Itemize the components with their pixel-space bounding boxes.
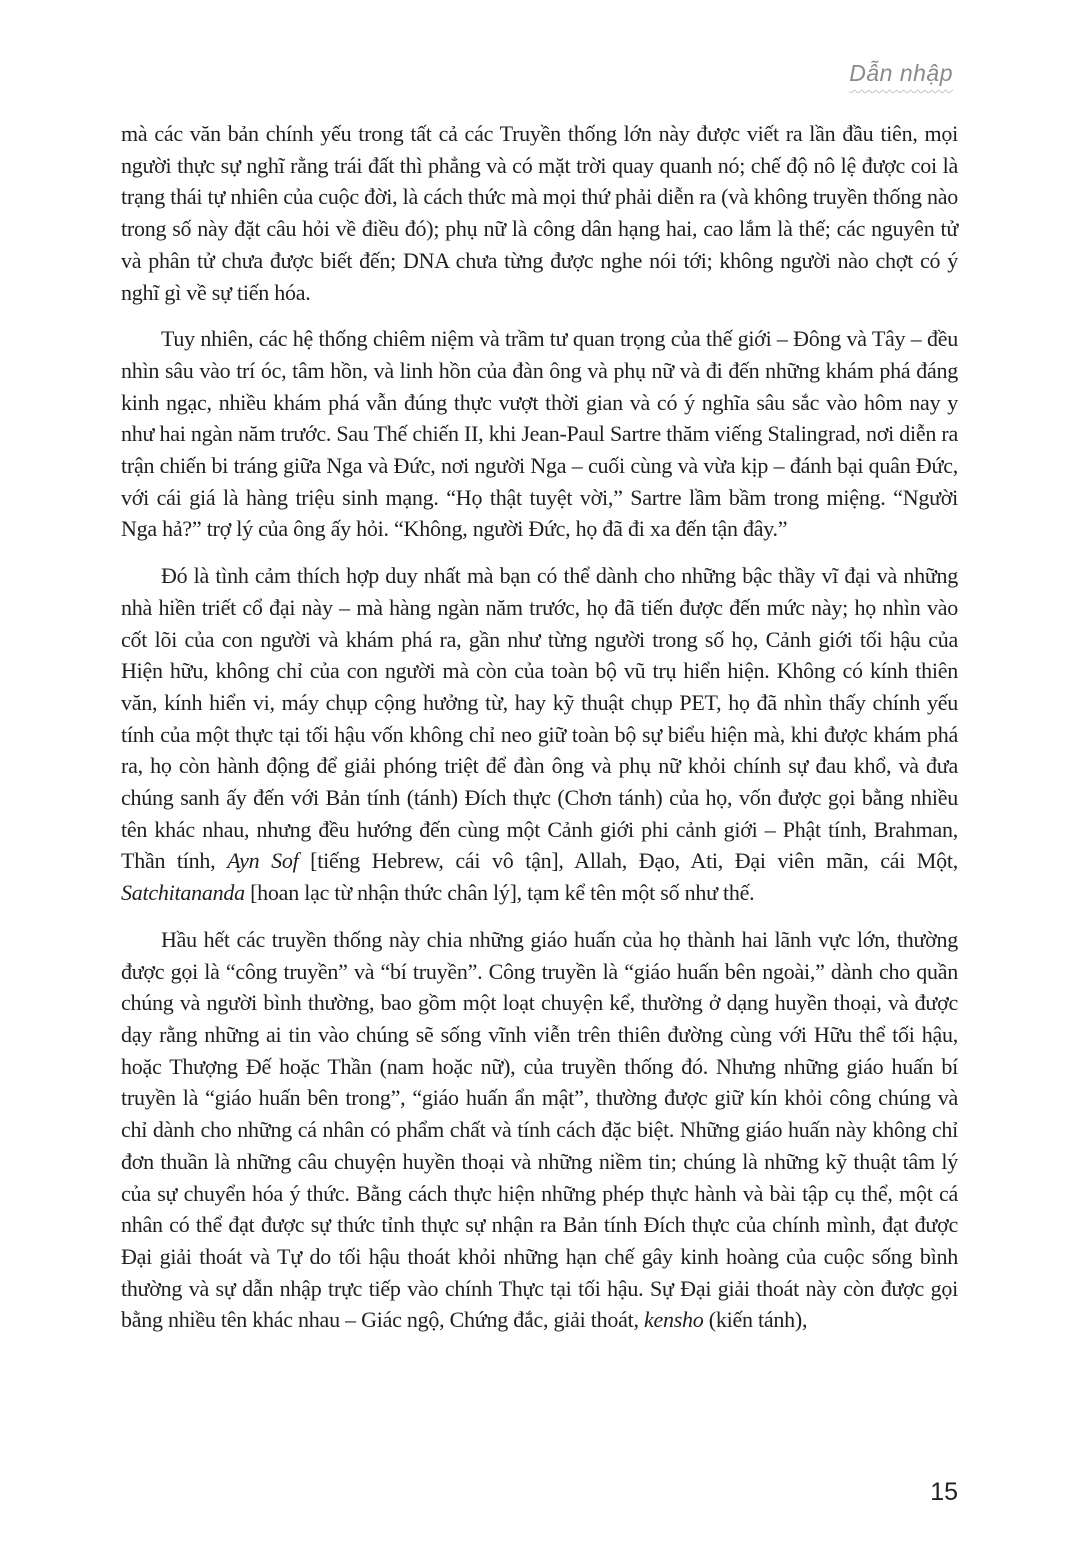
text-run: [hoan lạc từ nhận thức chân lý], tạm kể tên một số như thế. bbox=[244, 880, 755, 906]
body-text bbox=[121, 118, 958, 1351]
italic-text-run: Satchitananda bbox=[121, 880, 245, 906]
paragraph bbox=[121, 560, 958, 909]
text-run: Đó là tình cảm thích hợp duy nhất mà bạn có thể dành cho những bậc thầy vĩ đại và những nhà hiền triết cổ đại này – mà hàng ngàn năm trước, họ đã tiến được đến mức này; họ nhìn vào cốt lõi của con người và khám phá ra, gần như từng người trong số họ, Cảnh giới tối hậu của Hiện hữu, không chỉ của con người mà còn của toàn bộ vũ trụ hiển hiện. Không có kính thiên văn, kính hiển vi, máy chụp cộng hưởng từ, hay kỹ thuật chụp PET, họ đã nhìn thấy chính yếu tính của một thực tại tối hậu vốn không chỉ neo giữ toàn bộ sự biểu hiện mà, khi được khám phá ra, họ còn hành động để giải phóng triệt để đàn ông và phụ nữ khỏi chính sự đau khổ, và đưa chúng sanh ấy đến với Bản tính (tánh) Đích thực (Chơn tánh) của họ, vốn được gọi bằng nhiều tên khác nhau, nhưng đều hướng đến cùng một Cảnh giới phi cảnh giới – Phật tính, Brahman, Thần tính, bbox=[121, 563, 958, 874]
paragraph bbox=[121, 118, 958, 308]
text-run: [tiếng Hebrew, cái vô tận], Allah, Đạo, Ati, Đại viên mãn, cái Một, bbox=[298, 848, 958, 874]
paragraph bbox=[121, 924, 958, 1336]
italic-text-run: Ayn Sof bbox=[227, 848, 299, 874]
text-run: (kiến tánh), bbox=[703, 1307, 808, 1333]
page-number: 15 bbox=[930, 1478, 958, 1506]
text-run: Hầu hết các truyền thống này chia những giáo huấn của họ thành hai lãnh vực lớn, thường được gọi là “công truyền” và “bí truyền”. Công truyền là “giáo huấn bên ngoài,” dành cho quần chúng và người bình thường, bao gồm một loạt chuyện kể, thường ở dạng huyền thoại, và được dạy rằng những ai tin vào chúng sẽ sống vĩnh viễn trên thiên đường cùng với Hữu thể tối hậu, hoặc Thượng Đế hoặc Thần (nam hoặc nữ), của truyền thống đó. Nhưng những giáo huấn bí truyền là “giáo huấn bên trong”, “giáo huấn ẩn mật”, thường được giữ kín khỏi công chúng và chỉ dành cho những cá nhân có phẩm chất và tính cách đặc biệt. Những giáo huấn này không chỉ đơn thuần là những câu chuyện huyền thoại và những niềm tin; chúng là những kỹ thuật tâm lý của sự chuyển hóa ý thức. Bằng cách thực hiện những phép thực hành và bài tập cụ thể, một cá nhân có thể đạt được sự thức tỉnh thực sự nhận ra Bản tính Đích thực của chính mình, đạt được Đại giải thoát và Tự do tối hậu thoát khỏi những hạn chế gây kinh hoàng của cuộc sống bình thường và sự dẫn nhập trực tiếp vào chính Thực tại tối hậu. Sự Đại giải thoát này còn được gọi bằng nhiều tên khác nhau – Giác ngộ, Chứng đắc, giải thoát, bbox=[121, 926, 958, 1333]
italic-text-run: kensho bbox=[643, 1307, 704, 1333]
paragraph bbox=[121, 323, 958, 545]
text-run: mà các văn bản chính yếu trong tất cả các Truyền thống lớn này được viết ra lần đầu tiên, mọi người thực sự nghĩ rằng trái đất thì phẳng và có mặt trời quay quanh nó; chế độ nô lệ được coi là trạng thái tự nhiên của cuộc đời, là cách thức mà mọi thứ phải diễn ra (và không truyền thống nào trong số này đặt câu hỏi về điều đó); phụ nữ là công dân hạng hai, cao lắm là thế; các nguyên tử và phân tử chưa được biết đến; DNA chưa từng được nghe nói tới; không người nào chợt có ý nghĩ gì về sự tiến hóa. bbox=[121, 121, 958, 305]
running-header: Dẫn nhập bbox=[849, 60, 953, 86]
text-run: Tuy nhiên, các hệ thống chiêm niệm và trầm tư quan trọng của thế giới – Đông và Tây – đều nhìn sâu vào trí óc, tâm hồn, và linh hồn của đàn ông và phụ nữ và đi đến những khám phá đáng kinh ngạc, nhiều khám phá vẫn đúng thực vượt thời gian và có ý nghĩa sâu sắc vào hôm nay y như hai ngàn năm trước. Sau Thế chiến II, khi Jean-Paul Sartre thăm viếng Stalingrad, nơi diễn ra trận chiến bi tráng giữa Nga và Đức, nơi người Nga – cuối cùng và vừa kịp – đánh bại quân Đức, với cái giá là hàng triệu sinh mạng. “Họ thật tuyệt vời,” Sartre lầm bầm trong miệng. “Người Nga hả?” trợ lý của ông ấy hỏi. “Không, người Đức, họ đã đi xa đến tận đây.” bbox=[121, 326, 958, 542]
